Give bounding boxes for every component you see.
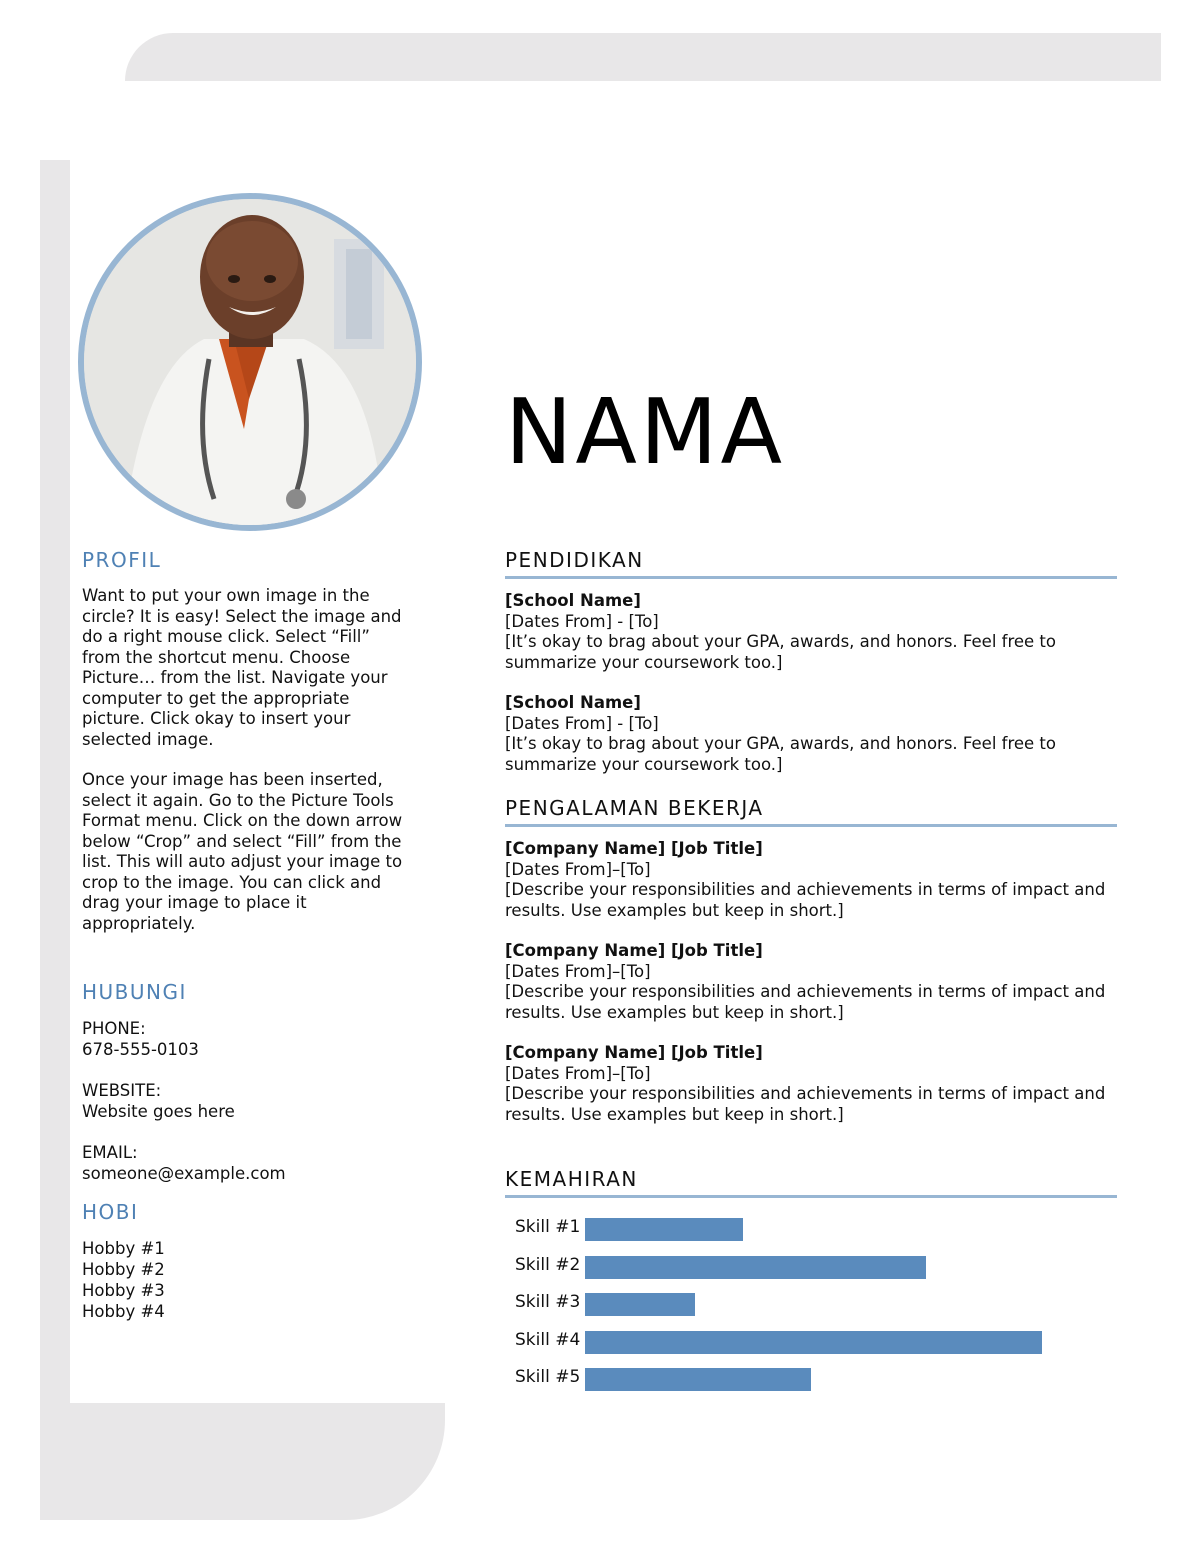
education-heading: PENDIDIKAN [505,548,1117,579]
experience-heading: PENGALAMAN BEKERJA [505,796,1117,827]
job-dates: [Dates From]–[To] [505,1063,651,1083]
phone-label: PHONE: [82,1019,146,1038]
hobby-item: Hobby #3 [82,1281,165,1300]
skill-row [505,1362,1117,1400]
website-value[interactable]: Website goes here [82,1102,235,1121]
experience-entry [505,839,1117,921]
sidebar-decor-shape [40,160,70,1405]
hobby-item: Hobby #1 [82,1239,165,1258]
header-decor-shape [125,33,1161,81]
job-description: [Describe your responsibilities and achievements in terms of impact and results. Use examples but keep in short.] [505,880,1106,920]
education-entry [505,693,1117,775]
skill-label: Skill #5 [515,1367,581,1387]
skill-row [505,1250,1117,1288]
education-section [505,548,1117,775]
school-name: [School Name] [505,591,641,610]
job-dates: [Dates From]–[To] [505,859,651,879]
job-dates: [Dates From]–[To] [505,961,651,981]
school-name: [School Name] [505,693,641,712]
skill-bar [585,1256,926,1279]
skill-row [505,1287,1117,1325]
school-dates: [Dates From] - [To] [505,611,659,631]
profile-paragraph-1: Want to put your own image in the circle? It is easy! Select the image and do a right mouse click. Select “Fill” from the shortcut menu. Choose Picture… from the list. Navigate your computer to get the appropriate picture. Click okay to insert your selected image. [82,586,402,749]
skill-label: Skill #4 [515,1329,581,1350]
skill-bar [585,1368,811,1391]
experience-entry [505,1043,1117,1125]
school-dates: [Dates From] - [To] [505,713,659,733]
skills-chart [505,1212,1117,1400]
sidebar [82,548,412,1322]
experience-section [505,796,1117,1125]
skill-row [505,1212,1117,1250]
website-label: WEBSITE: [82,1081,162,1100]
contact-email [82,1142,412,1184]
job-description: [Describe your responsibilities and achievements in terms of impact and results. Use examples but keep in short.] [505,1084,1106,1124]
contact-heading: HUBUNGI [82,980,187,1004]
skill-bar [585,1293,695,1316]
hobbies-heading: HOBI [82,1200,139,1224]
candidate-name: NAMA [505,380,786,485]
footer-decor-shape [40,1403,445,1520]
skill-bar [585,1218,743,1241]
job-title: [Company Name] [Job Title] [505,839,763,858]
skills-heading: KEMAHIRAN [505,1167,1117,1198]
skills-section [505,1167,1117,1198]
email-label: EMAIL: [82,1143,138,1162]
job-description: [Describe your responsibilities and achievements in terms of impact and results. Use examples but keep in short.] [505,982,1106,1022]
hobby-item: Hobby #2 [82,1260,165,1279]
job-title: [Company Name] [Job Title] [505,1043,763,1062]
skill-label: Skill #2 [515,1254,581,1275]
contact-website [82,1080,412,1122]
education-entry [505,591,1117,673]
profile-paragraph-2: Once your image has been inserted, select it again. Go to the Picture Tools Format menu. Click on the down arrow below “Crop” and select “Fill” from the list. This will auto adjust your image to crop to the image. You can click and drag your image to place it appropriately. [82,770,403,933]
skill-label: Skill #3 [515,1292,581,1312]
experience-entry [505,941,1117,1023]
phone-value[interactable]: 678-555-0103 [82,1040,199,1059]
school-description: [It’s okay to brag about your GPA, awards, and honors. Feel free to summarize your coursework too.] [505,734,1056,774]
skill-label: Skill #1 [515,1217,581,1237]
job-title: [Company Name] [Job Title] [505,941,763,960]
contact-phone [82,1018,412,1060]
skill-bar [585,1331,1042,1354]
skill-row [505,1325,1117,1363]
email-value[interactable]: someone@example.com [82,1164,286,1183]
profile-photo[interactable] [78,193,422,531]
profile-heading: PROFIL [82,548,162,572]
school-description: [It’s okay to brag about your GPA, awards, and honors. Feel free to summarize your coursework too.] [505,632,1056,672]
hobby-item: Hobby #4 [82,1302,165,1321]
